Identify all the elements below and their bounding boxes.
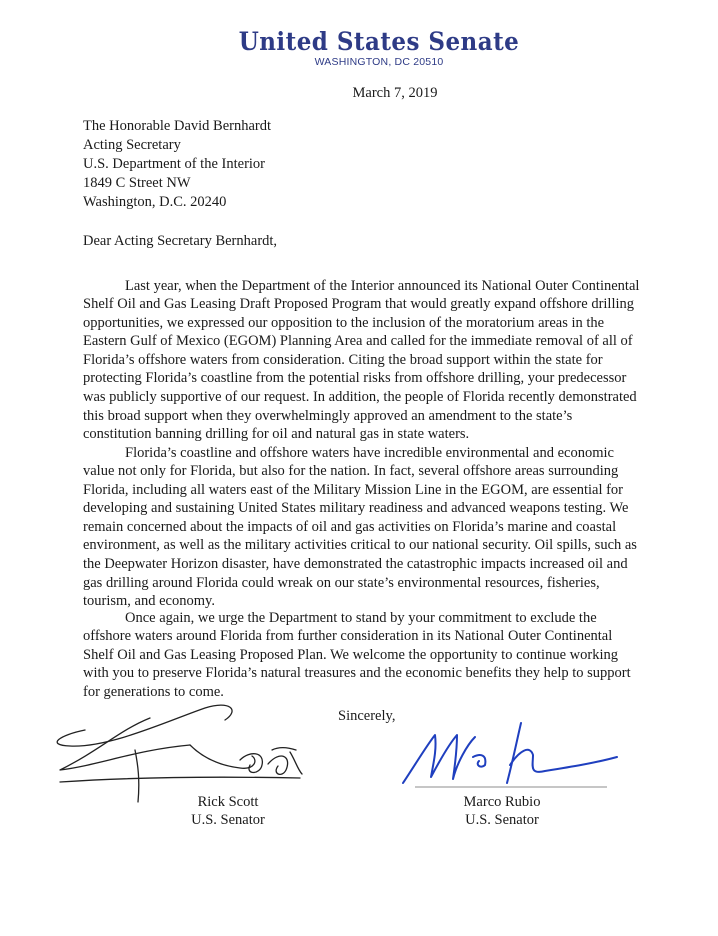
signatory-name: Marco Rubio [463,794,541,810]
addressee-block [83,117,271,212]
body-paragraph-1: Last year, when the Department of the Interior announced its National Outer Continental Shelf Oil and Gas Leasing Draft Proposed Program that would greatly expand offshore drilling opportunities, we expressed our opposition to the inclusion of the moratorium areas in the Eastern Gulf of Mexico (EGOM) Planning Area and called for the immediate removal of all of Florida’s offshore waters from consideration. Citing the broad support within the state for protecting Florida’s coastline from the potential risks from offshore drilling, your predecessor was publicly supportive of our request. In addition, the people of Florida recently demonstrated this broad support when they overwhelmingly approved an amendment to the state’s constitution banning drilling for oil and natural gas in state waters. [83,277,640,443]
signature-rick-scott [40,690,320,810]
senate-letterhead-address: WASHINGTON, DC 20510 [314,56,444,68]
signatory-title: U.S. Senator [465,812,539,828]
addressee-line: Acting Secretary [83,137,181,153]
letterhead [0,28,718,68]
senate-letterhead-title: United States Senate [238,27,520,56]
signature-block-rubio [442,793,562,829]
body-paragraph-3: Once again, we urge the Department to stand by your commitment to exclude the offshore waters around Florida from further consideration in its National Outer Continental Shelf Oil and Gas Leasing Proposed Plan. We welcome the opportunity to continue working with you to preserve Florida’s natural treasures and the economic benefits they help to support for generations to come. [83,609,631,700]
signature-marco-rubio [395,705,625,795]
signatory-name: Rick Scott [197,794,259,810]
addressee-line: 1849 C Street NW [83,175,191,191]
closing: Sincerely, [338,708,396,724]
signatory-title: U.S. Senator [191,812,265,828]
signature-block-scott [168,793,288,829]
addressee-line: Washington, D.C. 20240 [83,194,227,210]
addressee-line: U.S. Department of the Interior [83,156,266,172]
body-paragraph-2: Florida’s coastline and offshore waters have incredible environmental and economic value not only for Florida, but also for the nation. In fact, several offshore areas surrounding Florida, including all waters east of the Military Mission Line in the EGOM, are essential for developing and sustaining United States military readiness and advanced weapons testing. We remain concerned about the impacts of oil and gas activities on Florida’s marine and coastal environment, as well as the military activities critical to our national security. Oil spills, such as the Deepwater Horizon disaster, have demonstrated the catastrophic impacts increased oil and gas drilling around Florida could wreak on our state’s environmental resources, fisheries, tourism, and economy. [83,444,637,610]
addressee-line: The Honorable David Bernhardt [83,118,272,134]
salutation: Dear Acting Secretary Bernhardt, [83,233,278,249]
letter-date: March 7, 2019 [352,85,438,101]
